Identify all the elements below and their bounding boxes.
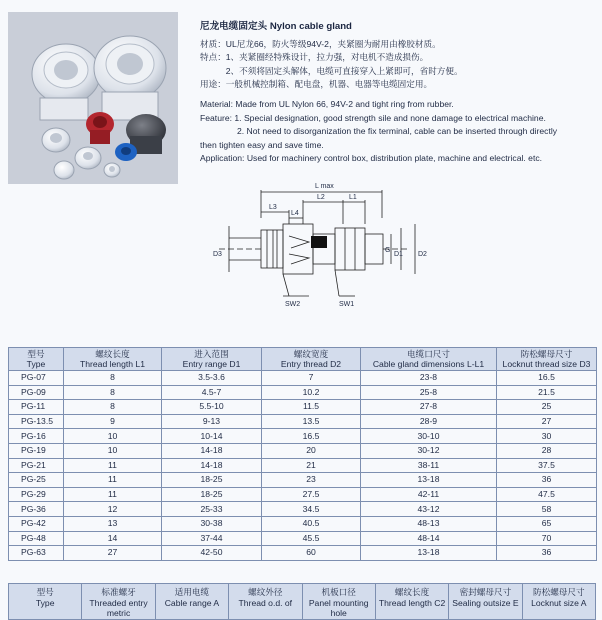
table-cell: PG-21 bbox=[9, 458, 64, 473]
table-cell: 10 bbox=[64, 429, 162, 444]
cn-line: 用途：一般机械控制箱、配电盘，机器、电器等电缆固定用。 bbox=[200, 79, 433, 90]
table-cell: PG-13.5 bbox=[9, 414, 64, 429]
table-cell: 30-12 bbox=[361, 443, 497, 458]
table-cell: PG-09 bbox=[9, 385, 64, 400]
table-cell: 43-12 bbox=[361, 502, 497, 517]
table-cell: PG-19 bbox=[9, 443, 64, 458]
dim-sw2: SW2 bbox=[285, 301, 301, 308]
header-thread-entry: 标准螺牙 Threaded entry metric bbox=[82, 584, 155, 620]
table-cell: 37-44 bbox=[162, 531, 262, 546]
gland-technical-drawing bbox=[205, 178, 445, 318]
table-cell: PG-25 bbox=[9, 473, 64, 488]
table-cell: 60 bbox=[262, 546, 361, 561]
table-cell: 30-38 bbox=[162, 516, 262, 531]
table-cell: 25-8 bbox=[361, 385, 497, 400]
table-cell: 21 bbox=[262, 458, 361, 473]
table-cell: 42-50 bbox=[162, 546, 262, 561]
dim-l1: L1 bbox=[349, 194, 357, 201]
en-line: then tighten easy and save time. bbox=[200, 139, 324, 150]
header-locknut-size: 防松螺母尺寸 Locknut thread size D3 bbox=[497, 348, 597, 371]
en-line: 2. Not need to disorganization the fix terminal, cable can be inserted through directly bbox=[237, 126, 558, 137]
table-cell: 10-14 bbox=[162, 429, 262, 444]
en-line: Feature: 1. Special designation, good strength sile and none damage to electrical machine. bbox=[200, 112, 546, 123]
dim-lmax: L max bbox=[315, 183, 334, 190]
table-cell: 16.5 bbox=[262, 429, 361, 444]
table-cell: 13.5 bbox=[262, 414, 361, 429]
product-title: 尼龙电缆固定头 Nylon cable gland bbox=[200, 21, 352, 32]
table-cell: PG-63 bbox=[9, 546, 64, 561]
table-cell: 36 bbox=[497, 473, 597, 488]
table-cell: 20 bbox=[262, 443, 361, 458]
dim-d2: D2 bbox=[418, 251, 427, 258]
table-cell: 11 bbox=[64, 458, 162, 473]
table-cell: 10 bbox=[64, 443, 162, 458]
en-line: Material: Made from UL Nylon 66, 94V-2 and tight ring from rubber. bbox=[200, 98, 454, 109]
dim-d1: D1 bbox=[394, 251, 403, 258]
table-cell: 36 bbox=[497, 546, 597, 561]
table-cell: PG-16 bbox=[9, 429, 64, 444]
header-entry-range: 进入范围 Entry range D1 bbox=[162, 348, 262, 371]
table-cell: 11.5 bbox=[262, 400, 361, 415]
dim-d3: D3 bbox=[213, 251, 222, 258]
table-row bbox=[9, 385, 597, 400]
table-row bbox=[9, 371, 597, 386]
dim-sw1: SW1 bbox=[339, 301, 355, 308]
table-cell: 28-9 bbox=[361, 414, 497, 429]
table-cell: 4.5-7 bbox=[162, 385, 262, 400]
table-cell: 9-13 bbox=[162, 414, 262, 429]
table-cell: 27 bbox=[64, 546, 162, 561]
table-cell: 8 bbox=[64, 371, 162, 386]
table-cell: 48-13 bbox=[361, 516, 497, 531]
table-cell: 23 bbox=[262, 473, 361, 488]
table-cell: PG-07 bbox=[9, 371, 64, 386]
table-cell: PG-36 bbox=[9, 502, 64, 517]
table-row bbox=[9, 531, 597, 546]
dim-l4: L4 bbox=[291, 210, 299, 217]
table-cell: 38-11 bbox=[361, 458, 497, 473]
table-cell: 5.5-10 bbox=[162, 400, 262, 415]
dim-l2: L2 bbox=[317, 194, 325, 201]
table-cell: 45.5 bbox=[262, 531, 361, 546]
table-cell: PG-11 bbox=[9, 400, 64, 415]
table-cell: 27.5 bbox=[262, 487, 361, 502]
table-cell: 47.5 bbox=[497, 487, 597, 502]
table-cell: 13-18 bbox=[361, 473, 497, 488]
table-cell: 37.5 bbox=[497, 458, 597, 473]
table-row bbox=[9, 546, 597, 561]
table-cell: 13 bbox=[64, 516, 162, 531]
table-cell: 42-11 bbox=[361, 487, 497, 502]
header-panel-hole: 机板口径 Panel mounting hole bbox=[302, 584, 375, 620]
table-cell: 14 bbox=[64, 531, 162, 546]
header-type: 型号 Type bbox=[9, 348, 64, 371]
table-row bbox=[9, 414, 597, 429]
table-cell: 28 bbox=[497, 443, 597, 458]
header-thread-length-c2: 螺纹长度 Thread length C2 bbox=[375, 584, 448, 620]
table-cell: 34.5 bbox=[262, 502, 361, 517]
table-cell: 3.5-3.6 bbox=[162, 371, 262, 386]
header-gland-dimensions: 电缆口尺寸 Cable gland dimensions L-L1 bbox=[361, 348, 497, 371]
table-row bbox=[9, 429, 597, 444]
table-row bbox=[9, 516, 597, 531]
table-cell: 14-18 bbox=[162, 443, 262, 458]
cn-line: 特点：1、夹紧圈经特殊设计，拉力强，对电机不造成损伤。 bbox=[200, 52, 429, 63]
table-cell: 18-25 bbox=[162, 473, 262, 488]
spec-table-metric bbox=[8, 583, 596, 620]
table-cell: 30-10 bbox=[361, 429, 497, 444]
table-row bbox=[9, 473, 597, 488]
table-cell: 48-14 bbox=[361, 531, 497, 546]
table-cell: 8 bbox=[64, 400, 162, 415]
table-row bbox=[9, 487, 597, 502]
table-cell: 65 bbox=[497, 516, 597, 531]
table-cell: 10.2 bbox=[262, 385, 361, 400]
spec-table-metric-header bbox=[9, 584, 596, 620]
cn-line: 2、不须将固定头解体，电缆可直接穿入上紧即可，省时方便。 bbox=[200, 65, 463, 76]
table-cell: PG-29 bbox=[9, 487, 64, 502]
table-cell: 70 bbox=[497, 531, 597, 546]
table-row bbox=[9, 458, 597, 473]
table-cell: 25 bbox=[497, 400, 597, 415]
table-cell: 30 bbox=[497, 429, 597, 444]
spec-table-header bbox=[9, 348, 597, 371]
table-cell: PG-48 bbox=[9, 531, 64, 546]
header-thread-od: 螺纹外径 Thread o.d. of bbox=[229, 584, 302, 620]
table-cell: 14-18 bbox=[162, 458, 262, 473]
dim-g: G bbox=[385, 247, 391, 254]
table-cell: 11 bbox=[64, 487, 162, 502]
table-cell: 25-33 bbox=[162, 502, 262, 517]
header-sealing-outsize: 密封螺母尺寸 Sealing outsize E bbox=[449, 584, 522, 620]
spec-table bbox=[8, 347, 597, 561]
table-cell: 11 bbox=[64, 473, 162, 488]
header-cable-range: 适用电缆 Cable range A bbox=[155, 584, 228, 620]
table-cell: 13-18 bbox=[361, 546, 497, 561]
dim-l3: L3 bbox=[269, 204, 277, 211]
table-cell: PG-42 bbox=[9, 516, 64, 531]
table-cell: 23-8 bbox=[361, 371, 497, 386]
table-cell: 27-8 bbox=[361, 400, 497, 415]
table-cell: 8 bbox=[64, 385, 162, 400]
product-description bbox=[200, 20, 596, 166]
table-cell: 9 bbox=[64, 414, 162, 429]
table-row bbox=[9, 400, 597, 415]
table-row bbox=[9, 502, 597, 517]
header-thread-length: 螺纹长度 Thread length L1 bbox=[64, 348, 162, 371]
table-cell: 18-25 bbox=[162, 487, 262, 502]
header-locknut-size-a: 防松螺母尺寸 Locknut size A bbox=[522, 584, 595, 620]
table-cell: 27 bbox=[497, 414, 597, 429]
table-cell: 40.5 bbox=[262, 516, 361, 531]
table-cell: 21.5 bbox=[497, 385, 597, 400]
table-cell: 12 bbox=[64, 502, 162, 517]
table-row bbox=[9, 443, 597, 458]
header-entry-thread: 螺纹宽度 Entry thread D2 bbox=[262, 348, 361, 371]
table-cell: 7 bbox=[262, 371, 361, 386]
table-cell: 16.5 bbox=[497, 371, 597, 386]
en-line: Application: Used for machinery control box, distribution plate, machine and electrical. etc. bbox=[200, 153, 543, 164]
header-type: 型号 Type bbox=[9, 584, 82, 620]
table-cell: 58 bbox=[497, 502, 597, 517]
cn-line: 材质：UL尼龙66，防火等级94V-2，夹紧圈为耐用由橡胶材质。 bbox=[200, 38, 441, 49]
product-photo bbox=[8, 12, 178, 184]
